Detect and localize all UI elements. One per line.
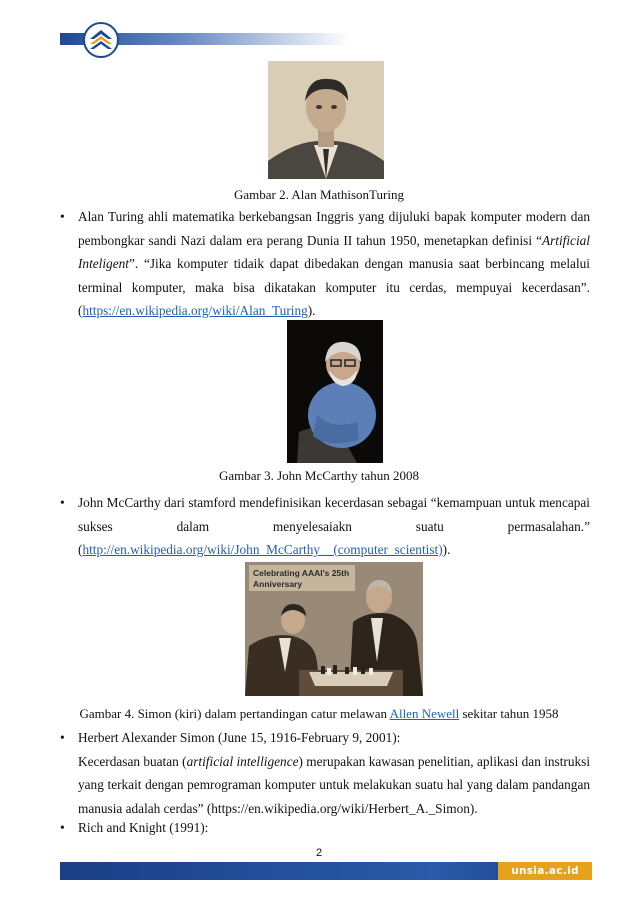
mccarthy-wiki-link[interactable]: http://en.wikipedia.org/wiki/John_McCarthy__(computer_scientist) bbox=[82, 542, 443, 557]
bullet-symbol: • bbox=[60, 495, 65, 510]
rich-knight-paragraph bbox=[78, 816, 590, 840]
john-mccarthy-photo bbox=[287, 320, 383, 463]
allen-newell-link[interactable]: Allen Newell bbox=[389, 706, 460, 721]
photo-banner-line1: Celebrating AAAI's 25th bbox=[253, 568, 350, 578]
turing-paragraph bbox=[78, 205, 590, 323]
figure-3-caption: Gambar 3. John McCarthy tahun 2008 bbox=[218, 468, 420, 483]
text-line: John McCarthy dari stamford mendefinisikan kecerdasan sebagai “kemampuan untuk mencapai bbox=[78, 495, 590, 510]
text-line: manusia adalah cerdas” (https://en.wikipedia.org/wiki/Herbert_A._Simon). bbox=[78, 800, 478, 816]
page-number: 2 bbox=[315, 847, 323, 859]
footer-brand: unsia.ac.id bbox=[498, 862, 592, 880]
text-line: Inteligent”. “Jika komputer tidaik dapat dibedakan dengan manusia saat berbincang melalui bbox=[78, 256, 590, 271]
simon-newell-chess-photo bbox=[245, 562, 423, 696]
text-line: (https://en.wikipedia.org/wiki/Alan_Turing). bbox=[78, 303, 316, 318]
text-line: sukses dalam menyelesaiakn suatu permasalahan.” bbox=[78, 518, 590, 534]
text-line: pembongkar sandi Nazi dalam era perang Dunia II tahun 1950, menetapkan definisi “Artificial bbox=[78, 232, 590, 248]
simon-paragraph bbox=[78, 726, 590, 820]
photo-banner-line2: Anniversary bbox=[253, 579, 303, 589]
figure-2-caption: Gambar 2. Alan MathisonTuring bbox=[234, 187, 404, 202]
university-logo bbox=[82, 22, 120, 58]
figure-4-caption: Gambar 4. Simon (kiri) dalam pertandingan catur melawan Allen Newell sekitar tahun 1958 bbox=[79, 706, 559, 721]
bullet-symbol: • bbox=[60, 730, 65, 745]
turing-wiki-link[interactable]: https://en.wikipedia.org/wiki/Alan_Turing bbox=[82, 303, 308, 318]
alan-turing-photo bbox=[268, 61, 384, 179]
bullet-symbol: • bbox=[60, 820, 65, 835]
text-line: Kecerdasan buatan (artificial intelligence) merupakan kawasan penelitian, aplikasi dan instruksi bbox=[78, 753, 591, 769]
text-line: Herbert Alexander Simon (June 15, 1916-February 9, 2001): bbox=[78, 730, 401, 745]
text-line: yang terkait dengan pemrograman komputer untuk melakukan suatu hal yang dalam pandangan bbox=[78, 777, 590, 792]
mccarthy-paragraph bbox=[78, 491, 590, 562]
text-line: Alan Turing ahli matematika berkebangsan Inggris yang dijuluki bapak komputer modern dan bbox=[78, 209, 590, 224]
text-line: terminal komputer, maka bisa dikatakan komputer itu cerdas, mempuyai kecerdasan”. bbox=[78, 279, 590, 295]
bullet-symbol: • bbox=[60, 209, 65, 224]
text-line: (http://en.wikipedia.org/wiki/John_McCarthy__(computer_scientist)). bbox=[78, 542, 451, 557]
text-line: Rich and Knight (1991): bbox=[78, 820, 209, 835]
